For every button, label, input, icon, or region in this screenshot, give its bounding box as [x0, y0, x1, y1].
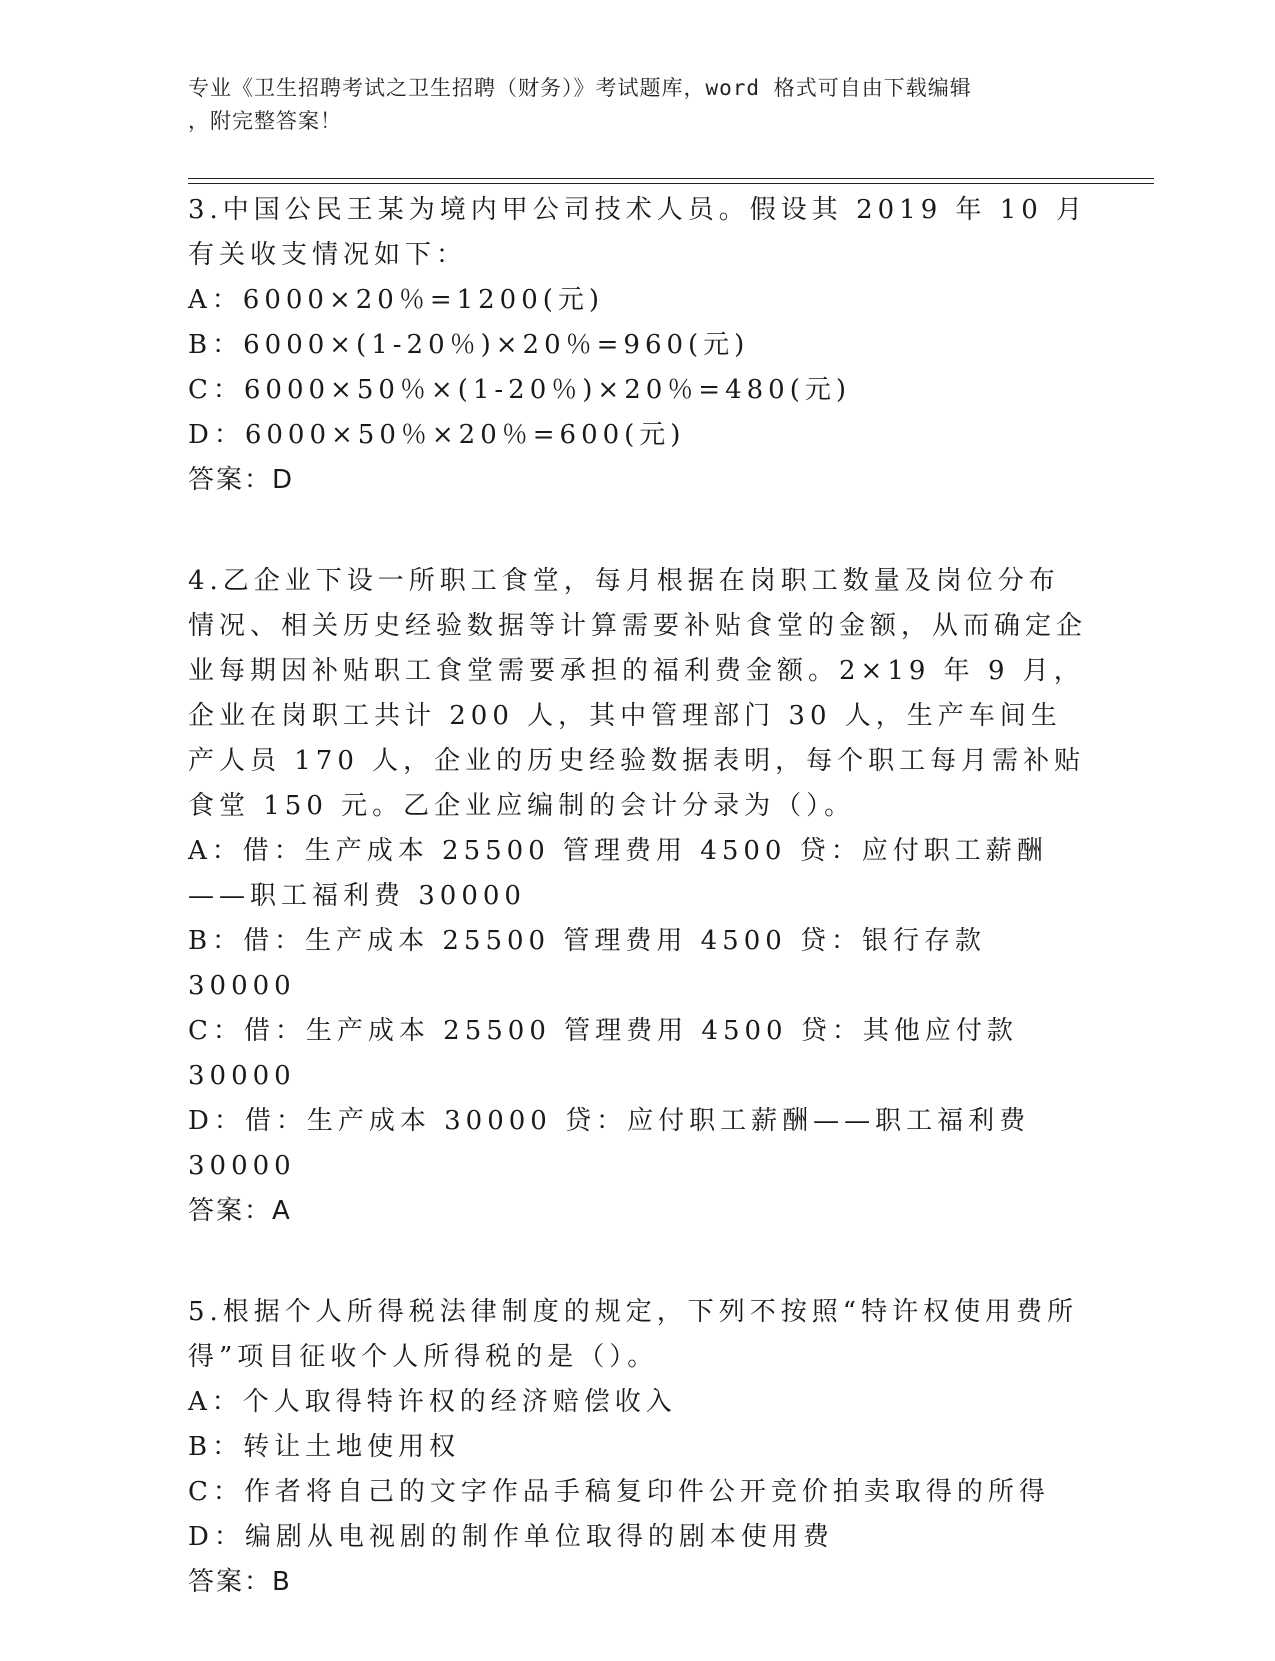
header-divider-top [188, 178, 1154, 179]
document-header [188, 72, 1068, 138]
header-line-1: 专业《卫生招聘考试之卫生招聘（财务）》考试题库，word 格式可自由下载编辑 [188, 76, 972, 100]
question-4 [188, 559, 1088, 1234]
option-c: C：借：生产成本 25500 管理费用 4500 贷：其他应付款 30000 [188, 1016, 1032, 1091]
option-b: B：借：生产成本 25500 管理费用 4500 贷：银行存款 30000 [188, 926, 1000, 1001]
option-a: A：6000×20％=1200(元) [188, 285, 605, 315]
option-d: D：借：生产成本 30000 贷：应付职工薪酬——职工福利费 30000 [188, 1106, 1044, 1181]
question-3 [188, 188, 1088, 503]
question-stem: 3.中国公民王某为境内甲公司技术人员。假设其 2019 年 10 月有关收支情况如下： [188, 195, 1088, 270]
option-a: A：借：生产成本 25500 管理费用 4500 贷：应付职工薪酬——职工福利费 30000 [188, 836, 1048, 911]
option-b: B：6000×(1-20％)×20％=960(元) [188, 330, 750, 360]
question-5 [188, 1290, 1088, 1605]
option-a: A：个人取得特许权的经济赔偿收入 [188, 1387, 677, 1417]
answer: 答案：B [188, 1567, 292, 1597]
answer: 答案：A [188, 1196, 292, 1226]
option-c: C：6000×50％×(1-20％)×20％=480(元) [188, 375, 851, 405]
header-line-2: ，附完整答案！ [188, 109, 342, 133]
question-stem: 4.乙企业下设一所职工食堂，每月根据在岗职工数量及岗位分布情况、相关历史经验数据等计算需要补贴食堂的金额，从而确定企业每期因补贴职工食堂需要承担的福利费金额。2×19 年 9 月，企业在岗职工共计 200 人，其中管理部门 30 人，生产车间生产人员 170 人，企业的历史经验数据表明，每个职工每月需补贴食堂 150 元。乙企业应编制的会计分录为（）。 [188, 566, 1088, 821]
option-b: B：转让土地使用权 [188, 1432, 461, 1462]
option-c: C：作者将自己的文字作品手稿复印件公开竞价拍卖取得的所得 [188, 1477, 1050, 1507]
option-d: D：编剧从电视剧的制作单位取得的剧本使用费 [188, 1522, 834, 1552]
question-stem: 5.根据个人所得税法律制度的规定，下列不按照“特许权使用费所得”项目征收个人所得税的是（）。 [188, 1297, 1079, 1372]
option-d: D：6000×50％×20％=600(元) [188, 420, 686, 450]
question-list [188, 188, 1088, 1661]
answer: 答案：D [188, 465, 295, 495]
header-divider-bottom [188, 183, 1154, 184]
